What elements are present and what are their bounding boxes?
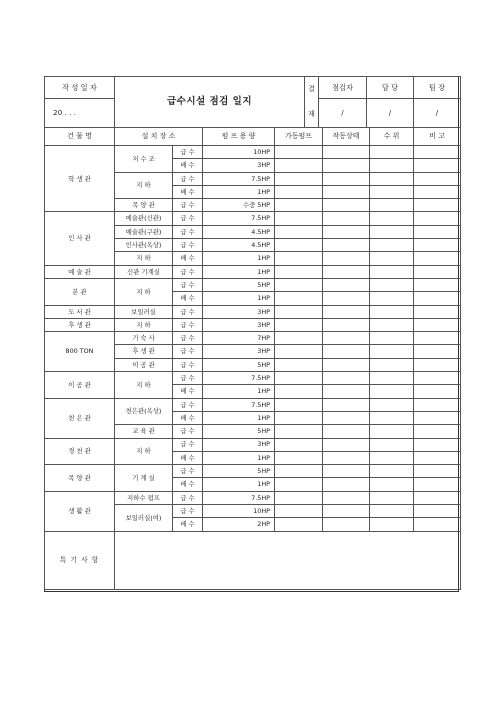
- water-level-cell[interactable]: [370, 372, 414, 385]
- table-row: [45, 332, 461, 345]
- pump-capacity: 1HP: [203, 185, 275, 198]
- pump-type: 급 수: [173, 398, 203, 411]
- pump-capacity: 4.5HP: [203, 225, 275, 238]
- remarks-cell[interactable]: [414, 252, 461, 265]
- water-level-cell[interactable]: [370, 345, 414, 358]
- building-name: 경 천 관: [45, 438, 115, 465]
- water-level-cell[interactable]: [370, 438, 414, 451]
- location: 이 공 관: [115, 358, 173, 371]
- operating-state-cell[interactable]: [323, 478, 370, 491]
- running-pump-cell[interactable]: [275, 332, 323, 345]
- running-pump-cell[interactable]: [275, 411, 323, 424]
- pump-type: 배 수: [173, 451, 203, 464]
- running-pump-cell[interactable]: [275, 491, 323, 504]
- running-pump-cell[interactable]: [275, 225, 323, 238]
- operating-state-cell[interactable]: [323, 358, 370, 371]
- col-operating-state: 작동상태: [323, 128, 370, 146]
- water-level-cell[interactable]: [370, 478, 414, 491]
- operating-state-cell[interactable]: [323, 491, 370, 504]
- date-field[interactable]: 20 . . .: [45, 99, 115, 128]
- location: 인사관(옥상): [115, 239, 173, 252]
- operating-state-cell[interactable]: [323, 292, 370, 305]
- water-level-cell[interactable]: [370, 199, 414, 212]
- pump-capacity: 수중 5HP: [203, 199, 275, 212]
- pump-capacity: 1HP: [203, 252, 275, 265]
- operating-state-cell[interactable]: [323, 385, 370, 398]
- pump-type: 급 수: [173, 358, 203, 371]
- operating-state-cell[interactable]: [323, 505, 370, 518]
- building-name: 800 TON: [45, 332, 115, 372]
- location: 기 계 실: [115, 465, 173, 492]
- pump-capacity: 5HP: [203, 425, 275, 438]
- pump-type: 급 수: [173, 465, 203, 478]
- building-name: 본 관: [45, 278, 115, 305]
- pump-capacity: 7HP: [203, 332, 275, 345]
- building-name: 이 공 관: [45, 372, 115, 399]
- location: 지 하: [115, 278, 173, 305]
- running-pump-cell[interactable]: [275, 185, 323, 198]
- pump-capacity: 10HP: [203, 146, 275, 159]
- water-level-cell[interactable]: [370, 265, 414, 278]
- water-level-cell[interactable]: [370, 252, 414, 265]
- approval-label-bottom: 재: [308, 110, 315, 119]
- inspector-sign-field[interactable]: /: [319, 99, 367, 128]
- operating-state-cell[interactable]: [323, 398, 370, 411]
- water-level-cell[interactable]: [370, 278, 414, 291]
- water-level-cell[interactable]: [370, 292, 414, 305]
- running-pump-cell[interactable]: [275, 358, 323, 371]
- running-pump-cell[interactable]: [275, 199, 323, 212]
- pump-capacity: 1HP: [203, 385, 275, 398]
- water-level-cell[interactable]: [370, 505, 414, 518]
- remarks-cell[interactable]: [414, 278, 461, 291]
- pump-capacity: 1HP: [203, 478, 275, 491]
- running-pump-cell[interactable]: [275, 465, 323, 478]
- running-pump-cell[interactable]: [275, 305, 323, 318]
- location: 보일러실(여): [115, 505, 173, 532]
- remarks-cell[interactable]: [414, 292, 461, 305]
- location: 신관 기계실: [115, 265, 173, 278]
- operating-state-cell[interactable]: [323, 252, 370, 265]
- table-row: [45, 318, 461, 331]
- pump-type: 급 수: [173, 225, 203, 238]
- water-level-cell[interactable]: [370, 451, 414, 464]
- location: 지 하: [115, 252, 173, 265]
- pump-capacity: 3HP: [203, 438, 275, 451]
- operating-state-cell[interactable]: [323, 159, 370, 172]
- inspection-table: [44, 127, 461, 590]
- location: 지 하: [115, 172, 173, 199]
- building-name: 학 생 관: [45, 146, 115, 212]
- col-location: 설 치 장 소: [115, 128, 203, 146]
- pump-type: 배 수: [173, 518, 203, 531]
- table-row: [45, 491, 461, 504]
- remarks-cell[interactable]: [414, 332, 461, 345]
- water-level-cell[interactable]: [370, 385, 414, 398]
- remarks-cell[interactable]: [414, 305, 461, 318]
- water-level-cell[interactable]: [370, 465, 414, 478]
- building-name: 인 사 관: [45, 212, 115, 265]
- remarks-cell[interactable]: [414, 465, 461, 478]
- pump-capacity: 1HP: [203, 292, 275, 305]
- table-row: [45, 265, 461, 278]
- water-level-cell[interactable]: [370, 185, 414, 198]
- special-notes-field[interactable]: [115, 531, 461, 589]
- operating-state-cell[interactable]: [323, 212, 370, 225]
- pump-type: 급 수: [173, 199, 203, 212]
- location: 예술관(구관): [115, 225, 173, 238]
- pump-type: 급 수: [173, 505, 203, 518]
- pump-type: 배 수: [173, 411, 203, 424]
- running-pump-cell[interactable]: [275, 372, 323, 385]
- pump-capacity: 7.5HP: [203, 491, 275, 504]
- pump-capacity: 5HP: [203, 358, 275, 371]
- running-pump-cell[interactable]: [275, 239, 323, 252]
- operating-state-cell[interactable]: [323, 345, 370, 358]
- remarks-cell[interactable]: [414, 518, 461, 531]
- building-name: 도 서 관: [45, 305, 115, 318]
- running-pump-cell[interactable]: [275, 438, 323, 451]
- operating-state-cell[interactable]: [323, 372, 370, 385]
- pump-type: 급 수: [173, 332, 203, 345]
- location: 예술관(신관): [115, 212, 173, 225]
- pump-type: 급 수: [173, 212, 203, 225]
- operating-state-cell[interactable]: [323, 278, 370, 291]
- remarks-cell[interactable]: [414, 438, 461, 451]
- table-row: [45, 278, 461, 291]
- remarks-cell[interactable]: [414, 225, 461, 238]
- remarks-cell[interactable]: [414, 318, 461, 331]
- col-remarks: 비 고: [414, 128, 461, 146]
- pump-type: 급 수: [173, 345, 203, 358]
- operating-state-cell[interactable]: [323, 265, 370, 278]
- col-water-level: 수 위: [370, 128, 414, 146]
- running-pump-cell[interactable]: [275, 425, 323, 438]
- operating-state-cell[interactable]: [323, 451, 370, 464]
- pump-type: 배 수: [173, 292, 203, 305]
- pump-capacity: 3HP: [203, 305, 275, 318]
- pump-type: 배 수: [173, 385, 203, 398]
- water-level-cell[interactable]: [370, 411, 414, 424]
- operating-state-cell[interactable]: [323, 411, 370, 424]
- pump-type: 급 수: [173, 491, 203, 504]
- pump-type: 급 수: [173, 172, 203, 185]
- location: 천은관(옥상): [115, 398, 173, 425]
- pump-capacity: 1HP: [203, 411, 275, 424]
- pump-type: 배 수: [173, 252, 203, 265]
- water-level-cell[interactable]: [370, 332, 414, 345]
- pump-capacity: 3HP: [203, 345, 275, 358]
- pump-type: 배 수: [173, 185, 203, 198]
- special-notes-label: 특 기 사 항: [45, 531, 115, 589]
- running-pump-cell[interactable]: [275, 385, 323, 398]
- pump-capacity: 5HP: [203, 465, 275, 478]
- running-pump-cell[interactable]: [275, 212, 323, 225]
- running-pump-cell[interactable]: [275, 278, 323, 291]
- pump-capacity: 10HP: [203, 505, 275, 518]
- pump-type: 급 수: [173, 239, 203, 252]
- operating-state-cell[interactable]: [323, 185, 370, 198]
- table-row: [45, 438, 461, 451]
- pump-capacity: 7.5HP: [203, 372, 275, 385]
- approval-label: [305, 77, 319, 128]
- approval-label-top: 결: [308, 85, 315, 94]
- column-header-row: [45, 128, 461, 146]
- pump-capacity: 3HP: [203, 318, 275, 331]
- operating-state-cell[interactable]: [323, 239, 370, 252]
- remarks-cell[interactable]: [414, 398, 461, 411]
- water-level-cell[interactable]: [370, 225, 414, 238]
- table-row: [45, 212, 461, 225]
- remarks-cell[interactable]: [414, 451, 461, 464]
- building-name: 생 활 관: [45, 491, 115, 531]
- page-title: 급수시설 점검 일지: [115, 77, 305, 128]
- col-running-pump: 가동펌프: [275, 128, 323, 146]
- operating-state-cell[interactable]: [323, 518, 370, 531]
- remarks-cell[interactable]: [414, 372, 461, 385]
- pump-type: 배 수: [173, 478, 203, 491]
- running-pump-cell[interactable]: [275, 505, 323, 518]
- pump-capacity: 3HP: [203, 159, 275, 172]
- operating-state-cell[interactable]: [323, 438, 370, 451]
- remarks-cell[interactable]: [414, 425, 461, 438]
- water-level-cell[interactable]: [370, 398, 414, 411]
- location: 후 생 관: [115, 345, 173, 358]
- running-pump-cell[interactable]: [275, 345, 323, 358]
- running-pump-cell[interactable]: [275, 518, 323, 531]
- pump-capacity: 7.5HP: [203, 172, 275, 185]
- water-level-cell[interactable]: [370, 518, 414, 531]
- pump-capacity: 2HP: [203, 518, 275, 531]
- table-row: [45, 372, 461, 385]
- building-name: 천 은 관: [45, 398, 115, 438]
- remarks-cell[interactable]: [414, 185, 461, 198]
- team-leader-sign-field[interactable]: /: [414, 99, 461, 128]
- remarks-cell[interactable]: [414, 411, 461, 424]
- table-row: [45, 465, 461, 478]
- operating-state-cell[interactable]: [323, 146, 370, 159]
- remarks-cell[interactable]: [414, 239, 461, 252]
- location: 저 수 조: [115, 146, 173, 173]
- location: 지하수 펌프: [115, 491, 173, 504]
- location: 목 양 관: [115, 199, 173, 212]
- written-date-label: 작 성 일 자: [45, 77, 115, 99]
- pump-type: 급 수: [173, 146, 203, 159]
- running-pump-cell[interactable]: [275, 478, 323, 491]
- remarks-cell[interactable]: [414, 146, 461, 159]
- operating-state-cell[interactable]: [323, 425, 370, 438]
- pump-type: 급 수: [173, 305, 203, 318]
- remarks-cell[interactable]: [414, 345, 461, 358]
- water-level-cell[interactable]: [370, 318, 414, 331]
- pump-type: 급 수: [173, 265, 203, 278]
- operating-state-cell[interactable]: [323, 332, 370, 345]
- location: 지 하: [115, 318, 173, 331]
- operating-state-cell[interactable]: [323, 172, 370, 185]
- pump-type: 배 수: [173, 159, 203, 172]
- water-level-cell[interactable]: [370, 146, 414, 159]
- water-level-cell[interactable]: [370, 425, 414, 438]
- pump-capacity: 1HP: [203, 451, 275, 464]
- pump-type: 급 수: [173, 372, 203, 385]
- header-table: [44, 76, 461, 128]
- in-charge-sign-field[interactable]: /: [367, 99, 414, 128]
- col-building: 건 물 명: [45, 128, 115, 146]
- remarks-cell[interactable]: [414, 358, 461, 371]
- building-name: 후 생 관: [45, 318, 115, 331]
- operating-state-cell[interactable]: [323, 225, 370, 238]
- operating-state-cell[interactable]: [323, 318, 370, 331]
- pump-capacity: 5HP: [203, 278, 275, 291]
- pump-capacity: 7.5HP: [203, 398, 275, 411]
- team-leader-label: 팀 장: [414, 77, 461, 99]
- water-level-cell[interactable]: [370, 159, 414, 172]
- water-level-cell[interactable]: [370, 305, 414, 318]
- remarks-cell[interactable]: [414, 265, 461, 278]
- operating-state-cell[interactable]: [323, 465, 370, 478]
- location: 교 육 관: [115, 425, 173, 438]
- table-row: [45, 398, 461, 411]
- water-level-cell[interactable]: [370, 491, 414, 504]
- inspector-label: 점검자: [319, 77, 367, 99]
- running-pump-cell[interactable]: [275, 265, 323, 278]
- location: 지 하: [115, 438, 173, 465]
- operating-state-cell[interactable]: [323, 305, 370, 318]
- table-row: [45, 146, 461, 159]
- remarks-cell[interactable]: [414, 385, 461, 398]
- building-name: 예 술 관: [45, 265, 115, 278]
- running-pump-cell[interactable]: [275, 252, 323, 265]
- water-level-cell[interactable]: [370, 172, 414, 185]
- water-level-cell[interactable]: [370, 239, 414, 252]
- location: 기 숙 사: [115, 332, 173, 345]
- table-row: [45, 305, 461, 318]
- special-notes-row: [45, 531, 461, 589]
- inspection-log-sheet: [44, 76, 459, 592]
- remarks-cell[interactable]: [414, 199, 461, 212]
- operating-state-cell[interactable]: [323, 199, 370, 212]
- remarks-cell[interactable]: [414, 491, 461, 504]
- running-pump-cell[interactable]: [275, 172, 323, 185]
- remarks-cell[interactable]: [414, 172, 461, 185]
- water-level-cell[interactable]: [370, 212, 414, 225]
- pump-type: 급 수: [173, 425, 203, 438]
- running-pump-cell[interactable]: [275, 159, 323, 172]
- building-name: 목 양 관: [45, 465, 115, 492]
- remarks-cell[interactable]: [414, 159, 461, 172]
- remarks-cell[interactable]: [414, 478, 461, 491]
- pump-type: 급 수: [173, 278, 203, 291]
- pump-capacity: 4.5HP: [203, 239, 275, 252]
- location: 지 하: [115, 372, 173, 399]
- pump-capacity: 7.5HP: [203, 212, 275, 225]
- running-pump-cell[interactable]: [275, 451, 323, 464]
- location: 보일러실: [115, 305, 173, 318]
- pump-type: 급 수: [173, 318, 203, 331]
- in-charge-label: 담 당: [367, 77, 414, 99]
- running-pump-cell[interactable]: [275, 398, 323, 411]
- water-level-cell[interactable]: [370, 358, 414, 371]
- pump-capacity: 1HP: [203, 265, 275, 278]
- running-pump-cell[interactable]: [275, 318, 323, 331]
- remarks-cell[interactable]: [414, 505, 461, 518]
- running-pump-cell[interactable]: [275, 292, 323, 305]
- col-pump-capacity: 펌 프 용 량: [203, 128, 275, 146]
- pump-type: 급 수: [173, 438, 203, 451]
- running-pump-cell[interactable]: [275, 146, 323, 159]
- remarks-cell[interactable]: [414, 212, 461, 225]
